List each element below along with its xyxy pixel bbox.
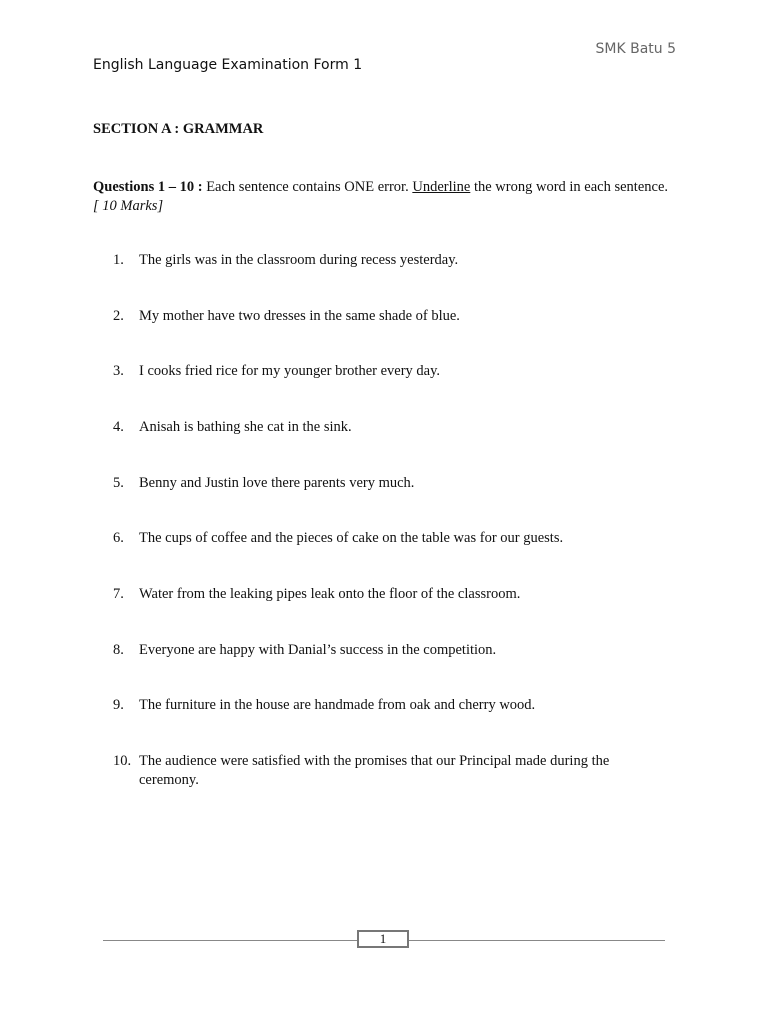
school-name: SMK Batu 5 (595, 41, 676, 57)
question-item (113, 418, 653, 437)
question-number: 5. (113, 475, 124, 491)
question-text: The audience were satisfied with the promises that our Principal made during the ceremony. (139, 753, 610, 788)
question-item (113, 474, 653, 493)
question-item (113, 752, 653, 790)
instruction-marks: [ 10 Marks] (93, 198, 164, 214)
question-text: Water from the leaking pipes leak onto the floor of the classroom. (139, 586, 521, 602)
question-text: The girls was in the classroom during recess yesterday. (139, 252, 459, 268)
question-item (113, 307, 653, 326)
question-number: 10. (113, 753, 132, 769)
question-item (113, 641, 653, 660)
question-text: I cooks fried rice for my younger brother every day. (139, 363, 441, 379)
instruction-label: Questions 1 – 10 : (93, 179, 203, 195)
instruction-text-part-2: the wrong word in each sentence. (470, 179, 669, 195)
question-text: My mother have two dresses in the same shade of blue. (139, 308, 460, 324)
question-number: 4. (113, 419, 124, 435)
question-item (113, 585, 653, 604)
question-text: The cups of coffee and the pieces of cake on the table was for our guests. (139, 530, 564, 546)
instruction-underlined-word: Underline (412, 179, 471, 195)
question-number: 6. (113, 530, 124, 546)
question-item (113, 529, 653, 548)
question-item (113, 251, 653, 270)
question-number: 9. (113, 697, 124, 713)
question-number: 8. (113, 642, 124, 658)
question-item (113, 696, 653, 715)
page-number: 1 (357, 930, 409, 948)
question-number: 7. (113, 586, 124, 602)
exam-title: English Language Examination Form 1 (93, 57, 363, 73)
question-number: 1. (113, 252, 124, 268)
question-text: Anisah is bathing she cat in the sink. (139, 419, 352, 435)
question-item (113, 362, 653, 381)
question-text: Benny and Justin love there parents very much. (139, 475, 415, 491)
question-number: 3. (113, 363, 124, 379)
instructions (93, 178, 673, 216)
question-number: 2. (113, 308, 124, 324)
question-text: The furniture in the house are handmade from oak and cherry wood. (139, 697, 536, 713)
instruction-text-part-1: Each sentence contains ONE error. (202, 179, 413, 195)
section-title: SECTION A : GRAMMAR (93, 121, 264, 137)
question-text: Everyone are happy with Danial’s success in the competition. (139, 642, 497, 658)
